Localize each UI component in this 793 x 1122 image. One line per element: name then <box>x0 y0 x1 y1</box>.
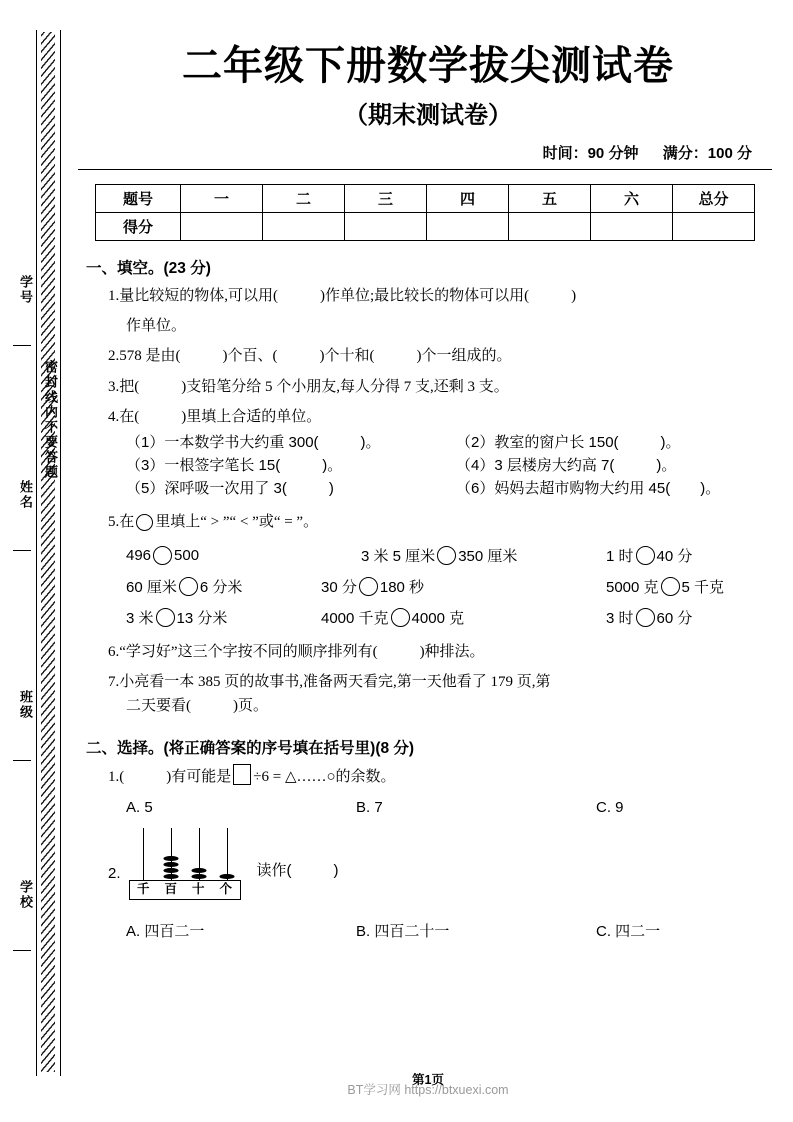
question-1-1-part-b: )作单位;最比较长的物体可以用( <box>320 287 530 304</box>
q4-item1-right: （2）教室的窗户长 150( <box>456 434 619 452</box>
choice-c[interactable]: C. 9 <box>596 798 624 816</box>
header-divider <box>78 169 772 170</box>
score-cell-2[interactable] <box>345 212 427 240</box>
compare-circle-icon[interactable] <box>661 577 680 596</box>
q4-item3-left-tail: ) <box>328 480 334 498</box>
q4-item2-right: （4）3 层楼房大约高 7( <box>456 457 615 475</box>
table-row <box>96 184 755 212</box>
question-1-4 <box>108 405 778 429</box>
empty-square-box-icon[interactable] <box>233 764 251 785</box>
score-table-col-5: 六 <box>591 184 673 212</box>
abacus-bead <box>163 862 178 867</box>
watermark: BT学习网 https://btxuexi.com <box>347 1083 509 1097</box>
score-table-col-0: 一 <box>181 184 263 212</box>
page-number: 第1页 <box>412 1073 444 1087</box>
abacus-figure <box>129 828 241 900</box>
sidebar-outer-rule <box>36 30 37 1076</box>
compare-circle-icon[interactable] <box>153 546 172 565</box>
question-1-5-part-b: 里填上“ > ”“ < ”或“ = ”。 <box>155 514 319 531</box>
q4-item2-left-tail: )。 <box>322 457 343 475</box>
compare-row-1 <box>126 545 778 566</box>
score-cell-5[interactable] <box>591 212 673 240</box>
abacus-bead <box>163 868 178 873</box>
section-heading-multiple-choice: 二、选择。(将正确答案的序号填在括号里)(8 分) <box>86 740 415 758</box>
compare-right: 350 厘米 <box>458 547 518 565</box>
choice-b[interactable]: B. 7 <box>356 798 383 816</box>
question-1-2-part-b: )个百、( <box>222 348 278 365</box>
exam-page <box>78 0 778 1122</box>
abacus-label-hundreds: 百 <box>164 881 178 896</box>
score-table-row-header-0: 题号 <box>96 184 181 212</box>
compare-pair-3-1 <box>126 607 321 628</box>
student-name-underline <box>13 550 31 551</box>
compare-row-3 <box>126 607 778 628</box>
student-name-label: 姓名 <box>18 480 33 510</box>
compare-pair-1-1 <box>126 546 361 565</box>
score-cell-1[interactable] <box>263 212 345 240</box>
compare-right: 180 秒 <box>379 578 425 596</box>
score-cell-0[interactable] <box>181 212 263 240</box>
compare-circle-icon[interactable] <box>636 546 655 565</box>
page-title: 二年级下册数学拔尖测试卷 <box>182 44 674 88</box>
student-class-label: 班级 <box>18 690 33 720</box>
q4-item1-left-tail: )。 <box>360 434 381 452</box>
score-table-col-3: 四 <box>427 184 509 212</box>
question-1-6 <box>108 640 778 664</box>
table-row <box>96 212 755 240</box>
question-2-2-prompt <box>257 859 339 900</box>
compare-row-2 <box>126 576 778 597</box>
score-table-col-1: 二 <box>263 184 345 212</box>
score-cell-6[interactable] <box>673 212 755 240</box>
compare-left: 3 米 <box>126 609 154 627</box>
compare-left: 5000 克 <box>606 578 659 596</box>
abacus-label-ones: 个 <box>219 881 233 896</box>
page-subtitle: （期末测试卷） <box>344 101 512 129</box>
compare-right: 60 分 <box>656 609 693 627</box>
abacus-label-thousands: 千 <box>137 881 150 896</box>
choice-a[interactable]: A. 5 <box>126 798 153 816</box>
question-1-1 <box>108 284 778 308</box>
question-1-5-part-a: 5.在 <box>108 514 135 531</box>
question-1-2-part-c: )个十和( <box>319 348 375 365</box>
compare-left: 3 米 5 厘米 <box>361 547 436 565</box>
compare-circle-icon[interactable] <box>179 577 198 596</box>
compare-left: 496 <box>126 546 152 564</box>
question-2-1-choices <box>126 799 778 816</box>
compare-pair-2-3 <box>606 576 724 597</box>
abacus-label-tens: 十 <box>192 881 205 896</box>
score-table-col-2: 三 <box>345 184 427 212</box>
score-table-row-header-1: 得分 <box>96 212 181 240</box>
abacus-rod-ones <box>227 828 228 880</box>
compare-pair-2-2 <box>321 576 606 597</box>
score-cell-3[interactable] <box>427 212 509 240</box>
sidebar-inner-rule <box>60 30 61 1076</box>
abacus-bead <box>219 874 234 879</box>
compare-pair-2-1 <box>126 576 321 597</box>
compare-pair-3-3 <box>606 607 692 628</box>
section-heading-fill-blank: 一、填空。(23 分) <box>86 259 211 277</box>
question-2-1-part-a: 1.( <box>108 769 125 786</box>
question-1-1-part-c: ) <box>571 287 577 304</box>
exam-total-score: 满分：100 分 <box>662 144 752 162</box>
question-1-4-item-1 <box>126 431 778 452</box>
compare-circle-icon[interactable] <box>156 608 175 627</box>
question-1-5 <box>108 510 778 534</box>
question-1-4-item-2 <box>126 454 778 475</box>
q4-item3-left: （5）深呼吸一次用了 3( <box>126 480 287 498</box>
seal-line-text: 密封线内不要答题 <box>43 360 58 480</box>
binding-sidebar <box>0 0 70 1122</box>
compare-pair-3-2 <box>321 607 606 628</box>
choice-c[interactable]: C. 四二一 <box>596 922 661 940</box>
compare-right: 500 <box>174 546 200 564</box>
question-1-3 <box>108 375 778 399</box>
choice-a[interactable]: A. 四百二一 <box>126 922 205 940</box>
compare-circle-icon[interactable] <box>437 546 456 565</box>
question-1-7: 7.小亮看一本 385 页的故事书,准备两天看完,第一天他看了 179 页,第 <box>108 673 551 690</box>
abacus-bead <box>163 856 178 861</box>
question-2-1-part-c: ÷6 = △……○的余数。 <box>253 769 396 786</box>
question-2-2-number: 2. <box>108 864 121 882</box>
q4-item3-right: （6）妈妈去超市购物大约用 45( <box>456 480 671 498</box>
student-id-underline <box>13 345 31 346</box>
choice-b[interactable]: B. 四百二十一 <box>356 922 450 940</box>
question-1-3-part-b: )支铅笔分给 5 个小朋友,每人分得 7 支,还剩 3 支。 <box>181 378 509 395</box>
score-table <box>95 184 755 241</box>
question-1-4-item-3 <box>126 477 778 498</box>
question-1-7-part-b: 二天要看( <box>126 698 191 715</box>
exam-time: 时间：90 分钟 <box>542 144 639 162</box>
exam-meta <box>78 142 752 163</box>
question-1-3-part-a: 3.把( <box>108 378 140 395</box>
compare-left: 1 时 <box>606 547 634 565</box>
compare-pair-1-3 <box>606 545 692 566</box>
question-1-7-part-c: )页。 <box>233 698 268 715</box>
score-table-col-6: 总分 <box>673 184 755 212</box>
student-class-underline <box>13 760 31 761</box>
compare-circle-icon[interactable] <box>359 577 378 596</box>
compare-right: 40 分 <box>656 547 693 565</box>
question-1-4-part-b: )里填上合适的单位。 <box>181 408 322 425</box>
question-1-2-part-a: 2.578 是由( <box>108 348 181 365</box>
question-1-7-cont <box>126 694 778 718</box>
abacus-bead <box>163 874 178 879</box>
q4-item3-right-tail: )。 <box>700 480 721 498</box>
compare-circle-icon[interactable] <box>136 514 153 531</box>
compare-right: 6 分米 <box>199 578 243 596</box>
compare-pair-1-2 <box>361 545 606 566</box>
question-1-6-part-a: 6.“学习好”这三个字按不同的顺序排列有( <box>108 643 378 660</box>
compare-left: 3 时 <box>606 609 634 627</box>
score-table-col-4: 五 <box>509 184 591 212</box>
q4-item1-right-tail: )。 <box>660 434 681 452</box>
question-1-6-part-b: )种排法。 <box>419 643 485 660</box>
compare-left: 4000 千克 <box>321 609 389 627</box>
compare-circle-icon[interactable] <box>391 608 410 627</box>
read-as-label: 读作( <box>256 861 292 879</box>
compare-left: 30 分 <box>321 578 357 596</box>
student-school-label: 学校 <box>18 880 33 910</box>
abacus-rod-thousands <box>143 828 144 880</box>
compare-right: 4000 克 <box>411 609 465 627</box>
question-2-2-choices <box>126 920 778 941</box>
abacus-place-value-frame <box>129 880 241 900</box>
student-id-label: 学号 <box>18 275 33 305</box>
question-2-2 <box>108 828 778 900</box>
abacus-bead <box>191 874 206 879</box>
question-1-2 <box>108 344 778 368</box>
question-1-4-part-a: 4.在( <box>108 408 140 425</box>
read-as-tail: ) <box>333 861 339 879</box>
compare-right: 13 分米 <box>176 609 228 627</box>
question-1-1-part-a: 1.量比较短的物体,可以用( <box>108 287 278 304</box>
student-school-underline <box>13 950 31 951</box>
score-cell-4[interactable] <box>509 212 591 240</box>
compare-circle-icon[interactable] <box>636 608 655 627</box>
abacus-bead <box>191 868 206 873</box>
question-1-2-part-d: )个一组成的。 <box>416 348 512 365</box>
compare-right: 5 千克 <box>681 578 725 596</box>
question-1-1-cont: 作单位。 <box>126 318 187 335</box>
q4-item1-left: （1）一本数学书大约重 300( <box>126 434 319 452</box>
question-2-1-part-b: )有可能是 <box>166 769 232 786</box>
q4-item2-right-tail: )。 <box>656 457 677 475</box>
question-2-1 <box>108 764 778 789</box>
q4-item2-left: （3）一根签字笔长 15( <box>126 457 281 475</box>
compare-left: 60 厘米 <box>126 578 177 596</box>
